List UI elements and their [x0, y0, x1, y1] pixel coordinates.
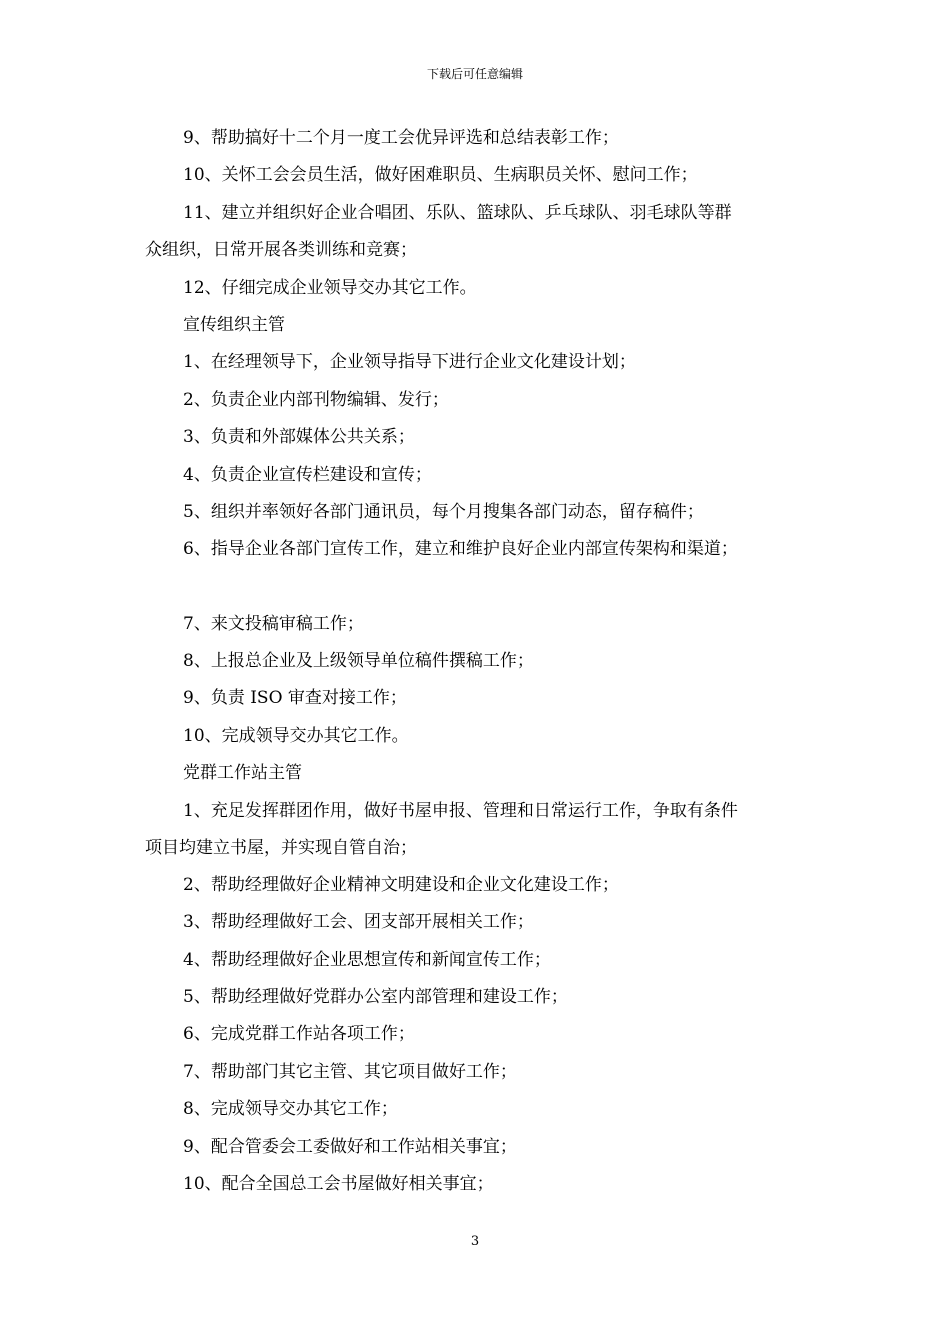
text-line: 7、来文投稿审稿工作；: [183, 614, 364, 634]
text-line: 2、帮助经理做好企业精神文明建设和企业文化建设工作；: [183, 875, 619, 895]
text-line: 1、充足发挥群团作用，做好书屋申报、管理和日常运行工作，争取有条件: [183, 801, 738, 821]
section-heading: 宣传组织主管: [183, 315, 285, 335]
text-line: 6、指导企业各部门宣传工作，建立和维护良好企业内部宣传架构和渠道；: [183, 539, 738, 559]
text-line: 项目均建立书屋，并实现自管自治；: [145, 838, 417, 858]
text-line: 10、完成领导交办其它工作。: [183, 726, 409, 746]
text-line: 9、帮助搞好十二个月一度工会优异评选和总结表彰工作；: [183, 128, 619, 148]
text-line: 6、完成党群工作站各项工作；: [183, 1024, 415, 1044]
text-line: 5、帮助经理做好党群办公室内部管理和建设工作；: [183, 987, 568, 1007]
text-line: 3、帮助经理做好工会、团支部开展相关工作；: [183, 912, 534, 932]
text-line: 3、负责和外部媒体公共关系；: [183, 427, 415, 447]
text-line: 2、负责企业内部刊物编辑、发行；: [183, 390, 449, 410]
text-line: 9、配合管委会工委做好和工作站相关事宜；: [183, 1137, 517, 1157]
text-line: 4、帮助经理做好企业思想宣传和新闻宣传工作；: [183, 950, 551, 970]
page-header: 下载后可任意编辑: [426, 67, 523, 81]
text-line: 9、负责 ISO 审查对接工作；: [183, 688, 407, 708]
text-line: 8、上报总企业及上级领导单位稿件撰稿工作；: [183, 651, 534, 671]
text-line: 8、完成领导交办其它工作；: [183, 1099, 398, 1119]
text-line: 10、关怀工会会员生活，做好困难职员、生病职员关怀、慰问工作；: [183, 165, 698, 185]
text-line: 7、帮助部门其它主管、其它项目做好工作；: [183, 1062, 517, 1082]
page-number: 3: [470, 1234, 480, 1249]
text-line: 12、仔细完成企业领导交办其它工作。: [183, 278, 477, 298]
text-line: 众组织，日常开展各类训练和竞赛；: [145, 240, 417, 260]
text-line: 5、组织并率领好各部门通讯员，每个月搜集各部门动态，留存稿件；: [183, 502, 704, 522]
section-heading: 党群工作站主管: [183, 763, 302, 783]
text-line: 1、在经理领导下，企业领导指导下进行企业文化建设计划；: [183, 352, 636, 372]
text-line: 11、建立并组织好企业合唱团、乐队、篮球队、乒乓球队、羽毛球队等群: [183, 203, 732, 223]
text-line: 10、配合全国总工会书屋做好相关事宜；: [183, 1174, 494, 1194]
text-line: 4、负责企业宣传栏建设和宣传；: [183, 465, 432, 485]
